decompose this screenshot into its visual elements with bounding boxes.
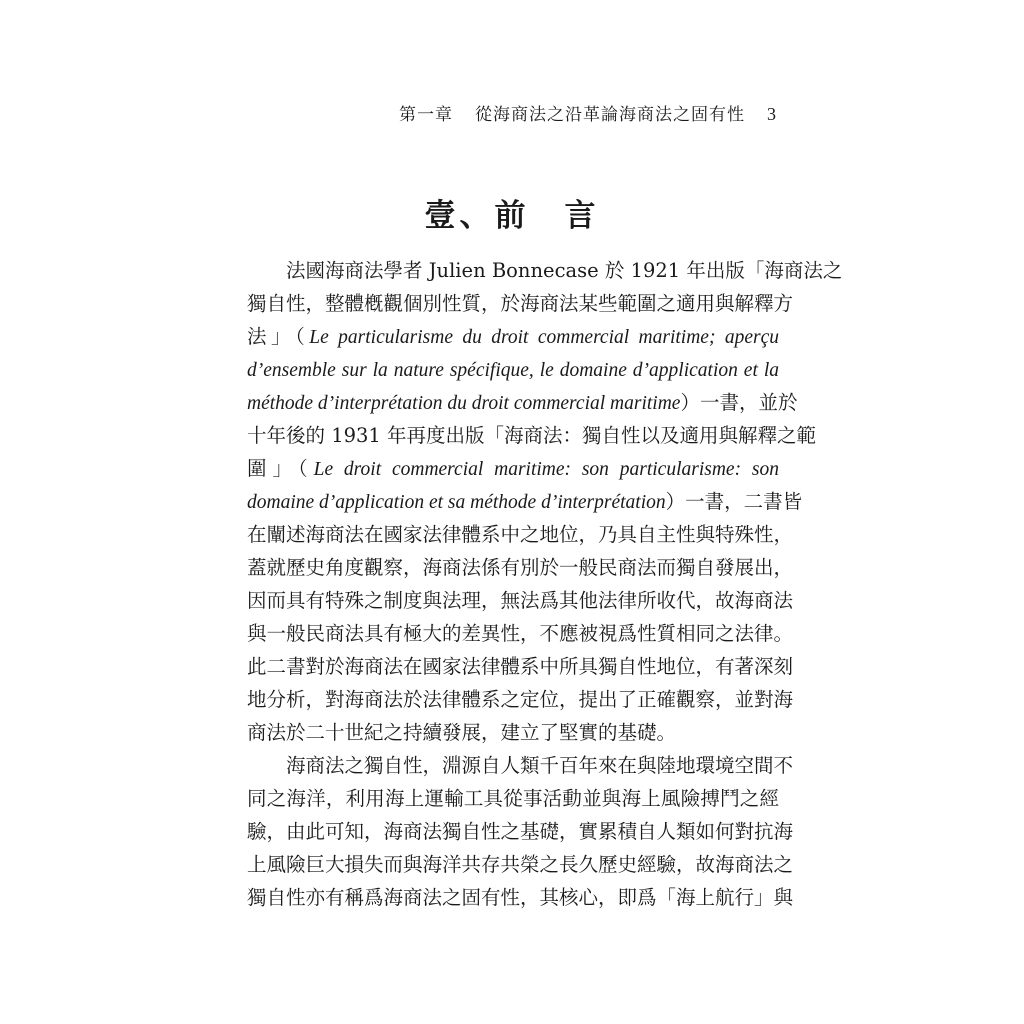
body-line: 法國海商法學者 Julien Bonnecase 於 1921 年出版「海商法之 — [286, 259, 843, 282]
body-line: 法」（Le particularisme du droit commercial maritime; aperçu — [247, 325, 779, 348]
body-line: 獨自性，整體槪觀個別性質，於海商法某些範圍之適用與解釋方 — [247, 292, 794, 315]
body-line: 海商法之獨自性，淵源自人類千百年來在與陸地環境空間不 — [286, 754, 794, 777]
body-line: 十年後的 1931 年再度出版「海商法：獨自性以及適用與解釋之範 — [247, 424, 817, 447]
body-line: 獨自性亦有稱爲海商法之固有性，其核心，即爲「海上航行」與 — [247, 886, 794, 909]
italic-title-text: méthode d’interprétation du droit commercial maritime — [247, 393, 681, 414]
body-line: 同之海洋，利用海上運輸工具從事活動並與海上風險搏鬥之經 — [247, 787, 779, 810]
body-line: 驗，由此可知，海商法獨自性之基礎，實累積自人類如何對抗海 — [247, 820, 794, 843]
body-line: 因而具有特殊之制度與法理，無法爲其他法律所收代，故海商法 — [247, 589, 794, 612]
body-line: 商法於二十世紀之持續發展，建立了堅實的基礎。 — [247, 721, 677, 744]
italic-title-text: d’ensemble sur la nature spécifique, le domaine d’application et la — [247, 360, 779, 381]
body-line: domaine d’application et sa méthode d’interprétation）一書，二書皆 — [247, 490, 803, 513]
body-line: 在闡述海商法在國家法律體系中之地位，乃具自主性與特殊性， — [247, 523, 794, 546]
body-line — [247, 353, 779, 386]
body-line: 與一般民商法具有極大的差異性，不應被視爲性質相同之法律。 — [247, 622, 794, 645]
page-number: 3 — [767, 104, 777, 124]
body-line: méthode d’interprétation du droit commercial maritime）一書，並於 — [247, 391, 798, 414]
body-line: 地分析，對海商法於法律體系之定位，提出了正確觀察，並對海 — [247, 688, 794, 711]
chapter-title: 從海商法之沿革論海商法之固有性 — [475, 105, 745, 125]
running-header — [399, 100, 777, 125]
body-line: 圍」（Le droit commercial maritime: son particularisme: son — [247, 457, 779, 480]
section-title: 壹、前 言 — [424, 198, 600, 234]
italic-title-text: Le particularisme du droit commercial maritime; aperçu — [309, 327, 779, 348]
chapter-label: 第一章 — [399, 105, 453, 125]
body-line: 此二書對於海商法在國家法律體系中所具獨自性地位，有著深刻 — [247, 655, 794, 678]
italic-title-text: Le droit commercial maritime: son particularisme: son — [313, 459, 779, 480]
italic-title-text: domaine d’application et sa méthode d’interprétation — [247, 492, 666, 513]
body-line: 蓋就歷史角度觀察，海商法係有別於一般民商法而獨自發展出， — [247, 556, 794, 579]
body-line: 上風險巨大損失而與海洋共存共榮之長久歷史經驗，故海商法之 — [247, 853, 794, 876]
